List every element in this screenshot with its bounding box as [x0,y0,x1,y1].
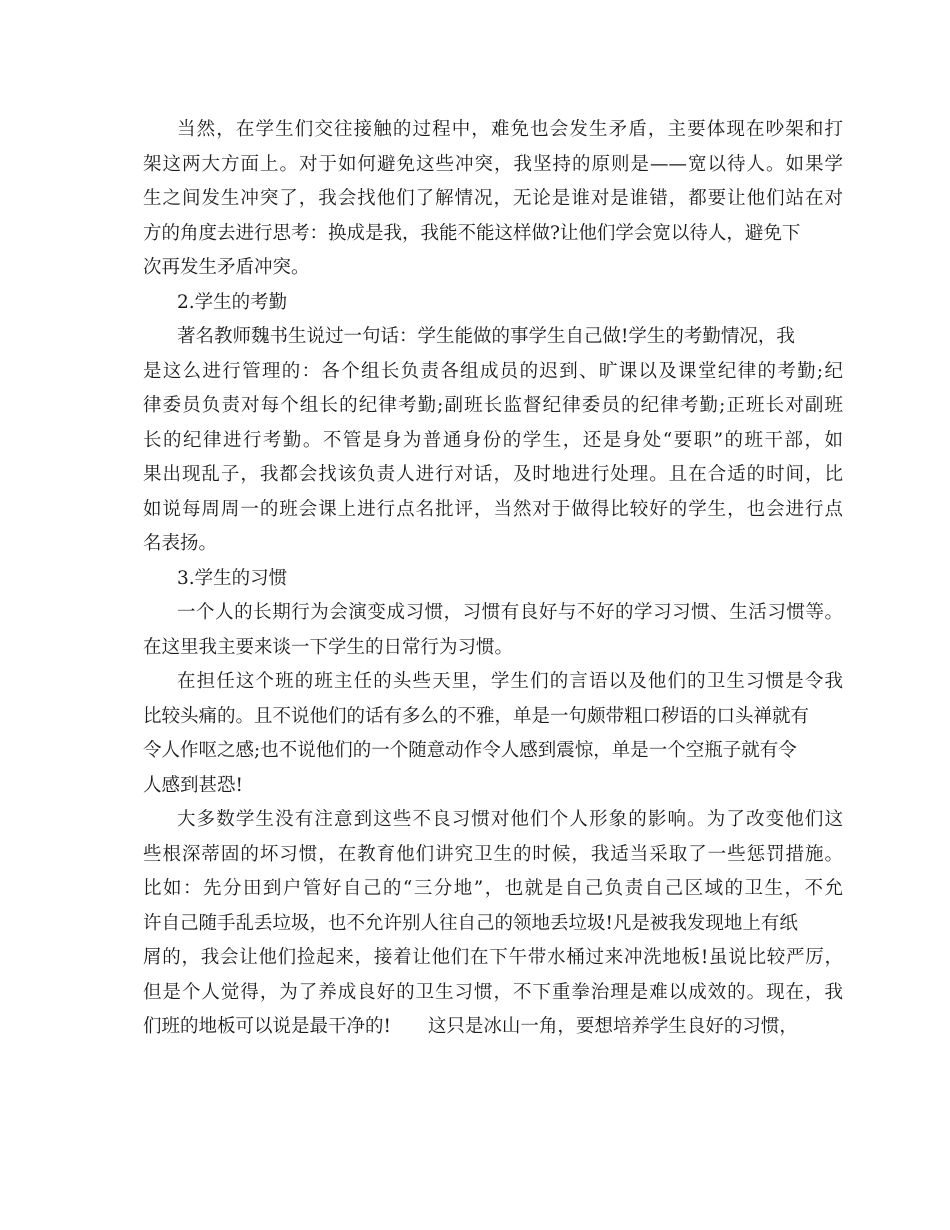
text-line: 长的纪律进行考勤。不管是身为普通身份的学生，还是身处“要职”的班干部，如 [143,429,843,451]
section-heading: 3.学生的习惯 [177,567,288,589]
text-line: 果出现乱子，我都会找该负责人进行对话，及时地进行处理。且在合适的时间，比 [143,464,843,485]
text-line: 律委员负责对每个组长的纪律考勤;副班长监督纪律委员的纪律考勤;正班长对副班 [143,395,843,416]
text-line: 屑的，我会让他们捡起来，接着让他们在下午带水桶过来冲洗地板!虽说比较严厉， [143,947,843,968]
text-line: 是这么进行管理的：各个组长负责各组成员的迟到、旷课以及课堂纪律的考勤;纪 [143,360,843,382]
text-line: 名表扬。 [143,533,218,554]
text-line: 生之间发生冲突了，我会找他们了解情况，无论是谁对是谁错，都要让他们站在对 [143,188,843,209]
text-line: 在担任这个班的班主任的头些天里，学生们的言语以及他们的卫生习惯是令我 [177,671,843,692]
text-line: 许自己随手乱丢垃圾，也不允许别人往自己的领地丢垃圾!凡是被我发现地上有纸 [143,912,798,934]
text-line: 比如：先分田到户管好自己的“三分地”，也就是自己负责自己区域的卫生，不允 [143,878,843,899]
text-line: 架这两大方面上。对于如何避免这些冲突，我坚持的原则是——宽以待人。如果学 [143,153,843,175]
text-line: 比较头痛的。且不说他们的话有多么的不雅，单是一句颇带粗口秽语的口头禅就有 [143,705,810,727]
text-line: 令人作呕之感;也不说他们的一个随意动作令人感到震惊，单是一个空瓶子就有令 [143,740,797,761]
text-line: 但是个人觉得，为了养成良好的卫生习惯，不下重拳治理是难以成效的。现在，我 [143,981,843,1003]
document-body [143,113,843,1045]
text-line: 如说每周周一的班会课上进行点名批评，当然对于做得比较好的学生，也会进行点 [143,498,843,520]
text-line: 人感到甚恐! [143,774,243,796]
text-line: 在这里我主要来谈一下学生的日常行为习惯。 [143,636,514,658]
section-heading: 2.学生的考勤 [177,291,288,313]
text-line: 当然，在学生们交往接触的过程中，难免也会发生矛盾，主要体现在吵架和打 [177,119,843,140]
text-line: 次再发生矛盾冲突。 [143,257,310,278]
text-line: 著名教师魏书生说过一句话：学生能做的事学生自己做!学生的考勤情况，我 [177,326,795,347]
text-line: 些根深蒂固的坏习惯，在教育他们讲究卫生的时候，我适当采取了一些惩罚措施。 [143,843,843,865]
text-line: 们班的地板可以说是最干净的! 这只是冰山一角，要想培养学生良好的习惯， [143,1016,798,1037]
text-line: 一个人的长期行为会演变成习惯，习惯有良好与不好的学习习惯、生活习惯等。 [177,602,843,623]
text-line: 方的角度去进行思考：换成是我，我能不能这样做?让他们学会宽以待人，避免下 [143,222,801,244]
text-line: 大多数学生没有注意到这些不良习惯对他们个人形象的影响。为了改变他们这 [177,809,843,830]
